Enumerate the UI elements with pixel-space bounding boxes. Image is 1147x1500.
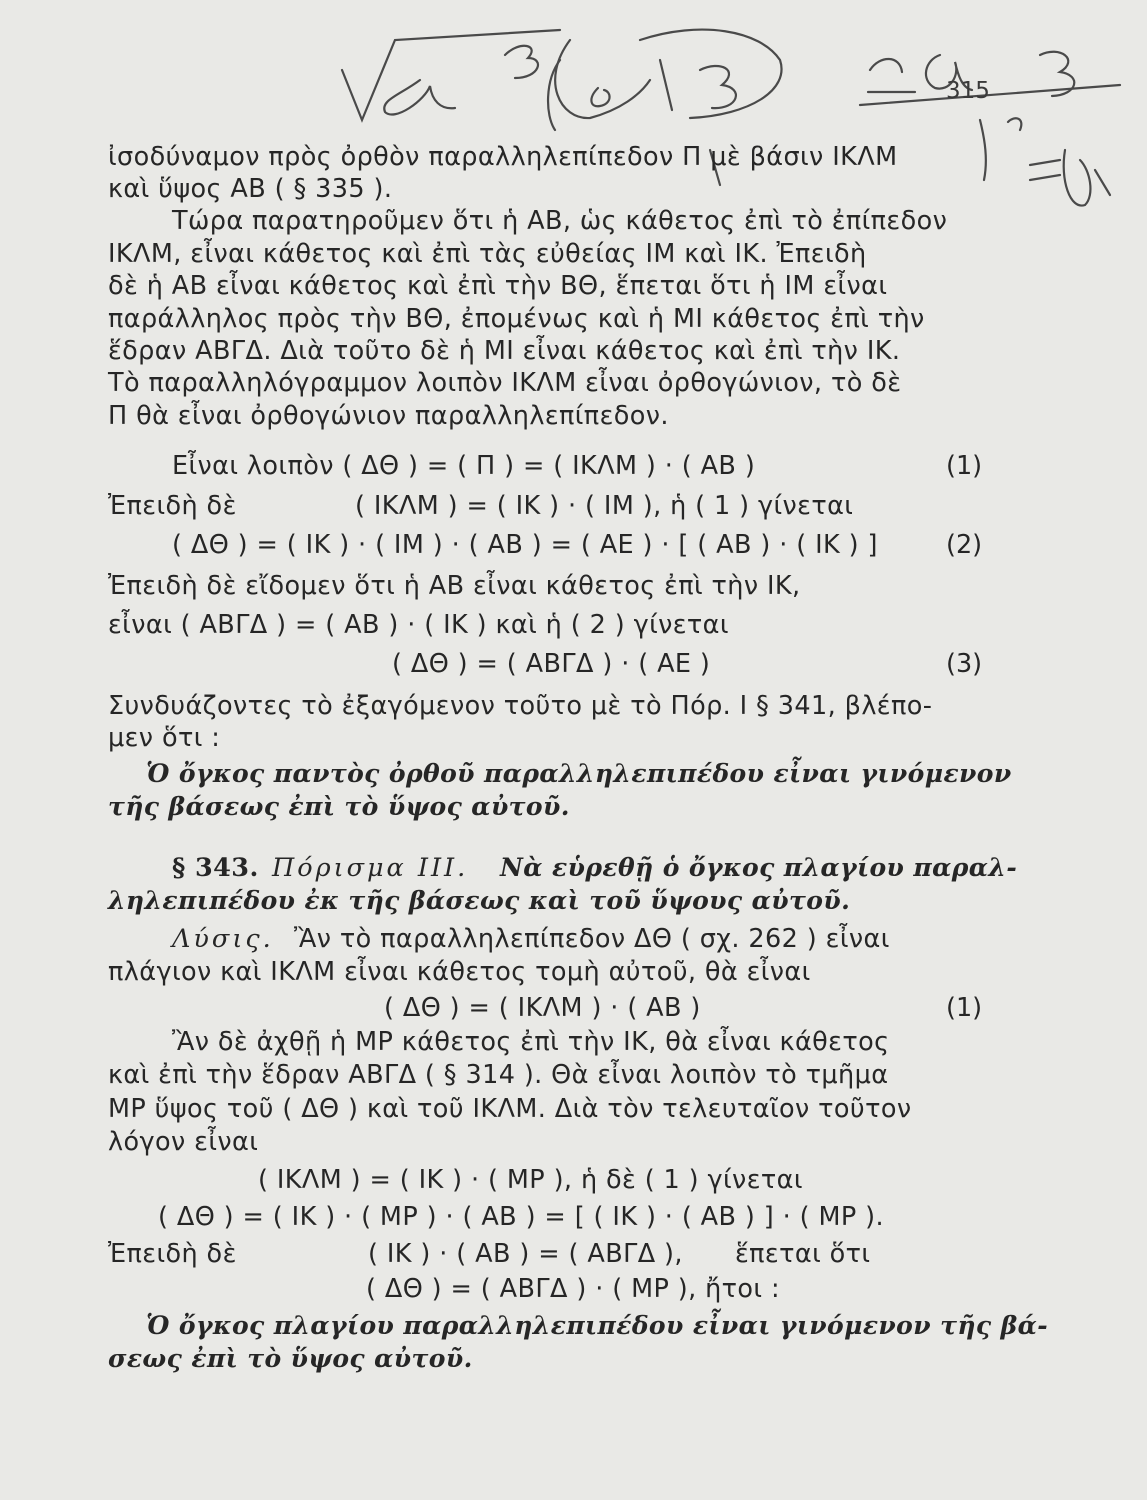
text-line: Ἂν τὸ παραλληλεπίπεδον ΔΘ ( σχ. 262 ) εἶναι: [294, 924, 890, 954]
section-number: § 343.: [172, 853, 259, 883]
equation-line: Εἶναι λοιπὸν ( ΔΘ ) = ( Π ) = ( ΙΚΛΜ ) · ( ΑΒ ): [172, 451, 756, 481]
text-line: ΜΡ ὕψος τοῦ ( ΔΘ ) καὶ τοῦ ΙΚΛΜ. Διὰ τὸν τελευταῖον τοῦτον: [108, 1094, 912, 1124]
page-number: 315: [946, 78, 990, 104]
text-line: μεν ὅτι :: [108, 723, 221, 753]
solution-label: Λύσις.: [172, 924, 274, 954]
text-line: ἕπεται ὅτι: [735, 1239, 871, 1269]
text-line: Τώρα παρατηροῦμεν ὅτι ἡ ΑΒ, ὡς κάθετος ἐπὶ τὸ ἐπίπεδον: [172, 206, 948, 236]
equation-number: (3): [946, 649, 983, 679]
equation-line: ( ΙΚ ) · ( ΑΒ ) = ( ΑΒΓΔ ),: [368, 1239, 683, 1269]
text-line: παράλληλος πρὸς τὴν ΒΘ, ἐπομένως καὶ ἡ ΜΙ κάθετος ἐπὶ τὴν: [108, 304, 925, 334]
section-heading: ληλεπιπέδου ἐκ τῆς βάσεως καὶ τοῦ ὕψους αὐτοῦ.: [108, 886, 851, 915]
text-line: Π θὰ εἶναι ὀρθογώνιον παραλληλεπίπεδον.: [108, 401, 669, 431]
text-line: Τὸ παραλληλόγραμμον λοιπὸν ΙΚΛΜ εἶναι ὀρθογώνιον, τὸ δὲ: [108, 368, 902, 398]
text-line: ἕδραν ΑΒΓΔ. Διὰ τοῦτο δὲ ἡ ΜΙ εἶναι κάθετος καὶ ἐπὶ τὴν ΙΚ.: [108, 336, 901, 366]
equation-line: ( ΔΘ ) = ( ΑΒΓΔ ) · ( ΜΡ ), ἤτοι :: [366, 1274, 780, 1304]
text-line: καὶ ὕψος ΑΒ ( § 335 ).: [108, 174, 393, 204]
equation-number: (1): [946, 993, 983, 1023]
equation-number: (2): [946, 530, 983, 560]
theorem-line: Ὁ ὄγκος παντὸς ὀρθοῦ παραλληλεπιπέδου εἶναι γινόμενον: [146, 759, 1012, 788]
theorem-line: Ὁ ὄγκος πλαγίου παραλληλεπιπέδου εἶναι γινόμενον τῆς βά-: [146, 1311, 1049, 1340]
equation-line: ( ΔΘ ) = ( ΑΒΓΔ ) · ( ΑΕ ): [392, 649, 711, 679]
equation-number: (1): [946, 451, 983, 481]
section-title: Πόρισμα ΙΙΙ.: [272, 853, 469, 883]
section-heading: Νὰ εὑρεθῇ ὁ ὄγκος πλαγίου παραλ-: [500, 853, 1018, 882]
theorem-line: σεως ἐπὶ τὸ ὕψος αὐτοῦ.: [108, 1344, 473, 1373]
text-line: πλάγιον καὶ ΙΚΛΜ εἶναι κάθετος τομὴ αὐτοῦ, θὰ εἶναι: [108, 957, 811, 987]
equation-line: ( ΔΘ ) = ( ΙΚ ) · ( ΙΜ ) · ( ΑΒ ) = ( ΑΕ ) · [ ( ΑΒ ) · ( ΙΚ ) ]: [172, 530, 878, 560]
text-line: εἶναι ( ΑΒΓΔ ) = ( ΑΒ ) · ( ΙΚ ) καὶ ἡ ( 2 ) γίνεται: [108, 610, 729, 640]
theorem-line: τῆς βάσεως ἐπὶ τὸ ὕψος αὐτοῦ.: [108, 792, 570, 821]
text-line: Ἂν δὲ ἀχθῇ ἡ ΜΡ κάθετος ἐπὶ τὴν ΙΚ, θὰ εἶναι κάθετος: [172, 1027, 890, 1057]
text-line: λόγον εἶναι: [108, 1127, 259, 1157]
text-line: ΙΚΛΜ, εἶναι κάθετος καὶ ἐπὶ τὰς εὐθείας ΙΜ καὶ ΙΚ. Ἐπειδὴ: [108, 239, 867, 269]
equation-line: ( ΙΚΛΜ ) = ( ΙΚ ) · ( ΙΜ ), ἡ ( 1 ) γίνεται: [355, 491, 854, 521]
text-line: δὲ ἡ ΑΒ εἶναι κάθετος καὶ ἐπὶ τὴν ΒΘ, ἕπεται ὅτι ἡ ΙΜ εἶναι: [108, 271, 888, 301]
text-line: Ἐπειδὴ δὲ εἴδομεν ὅτι ἡ ΑΒ εἶναι κάθετος ἐπὶ τὴν ΙΚ,: [108, 571, 801, 601]
equation-line: ( ΔΘ ) = ( ΙΚ ) · ( ΜΡ ) · ( ΑΒ ) = [ ( ΙΚ ) · ( ΑΒ ) ] · ( ΜΡ ).: [158, 1202, 885, 1232]
equation-line: ( ΔΘ ) = ( ΙΚΛΜ ) · ( ΑΒ ): [384, 993, 701, 1023]
text-line: Συνδυάζοντες τὸ ἐξαγόμενον τοῦτο μὲ τὸ Πόρ. Ι § 341, βλέπο-: [108, 691, 933, 721]
text-line: Ἐπειδὴ δὲ: [108, 1239, 237, 1269]
text-line: ἰσοδύναμον πρὸς ὀρθὸν παραλληλεπίπεδον Π μὲ βάσιν ΙΚΛΜ: [108, 142, 898, 172]
text-line: καὶ ἐπὶ τὴν ἕδραν ΑΒΓΔ ( § 314 ). Θὰ εἶναι λοιπὸν τὸ τμῆμα: [108, 1060, 889, 1090]
equation-line: ( ΙΚΛΜ ) = ( ΙΚ ) · ( ΜΡ ), ἡ δὲ ( 1 ) γίνεται: [258, 1165, 803, 1195]
text-line: Ἐπειδὴ δὲ: [108, 491, 237, 521]
